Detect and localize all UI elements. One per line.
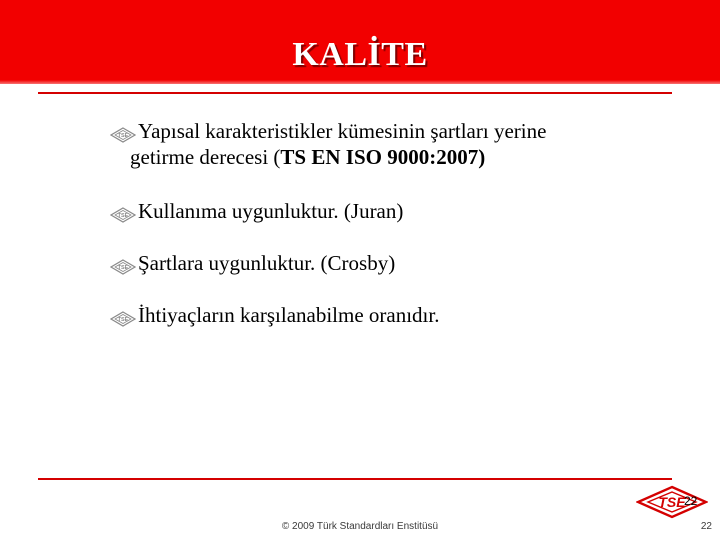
footer-divider: [38, 478, 672, 480]
bullet-item-1: [110, 118, 690, 170]
tse-diamond-icon: [110, 203, 136, 219]
svg-text:TSE: TSE: [658, 494, 686, 510]
svg-text:TSE: TSE: [117, 317, 129, 323]
page-number: 22: [700, 521, 712, 532]
tse-diamond-icon: [110, 307, 136, 323]
bullet-text: Yapısal karakteristikler kümesinin şartları yerine: [138, 119, 547, 143]
bullet-text: Kullanıma uygunluktur. (Juran): [138, 199, 404, 223]
bullet-text-line2: [110, 144, 690, 170]
bullet-text: Şartlara uygunluktur. (Crosby): [138, 251, 396, 275]
title-divider: [38, 92, 672, 94]
bullet-item-3: [110, 250, 690, 276]
tse-diamond-icon: [110, 255, 136, 271]
tse-diamond-icon: [110, 123, 136, 139]
svg-text:TSE: TSE: [117, 213, 129, 219]
bullet-item-2: [110, 198, 690, 224]
bullet-item-4: [110, 302, 690, 328]
copyright-text: © 2009 Türk Standardları Enstitüsü: [281, 521, 439, 532]
bullet-text: İhtiyaçların karşılanabilme oranıdır.: [138, 303, 440, 327]
svg-text:TSE: TSE: [117, 133, 129, 139]
slide-number-overlay: 22: [684, 494, 698, 508]
svg-text:TSE: TSE: [117, 265, 129, 271]
standard-reference: TS EN ISO 9000:2007): [280, 145, 486, 169]
slide-title: KALİTE: [292, 36, 428, 73]
bullet-text-prefix: getirme derecesi (: [130, 145, 281, 169]
